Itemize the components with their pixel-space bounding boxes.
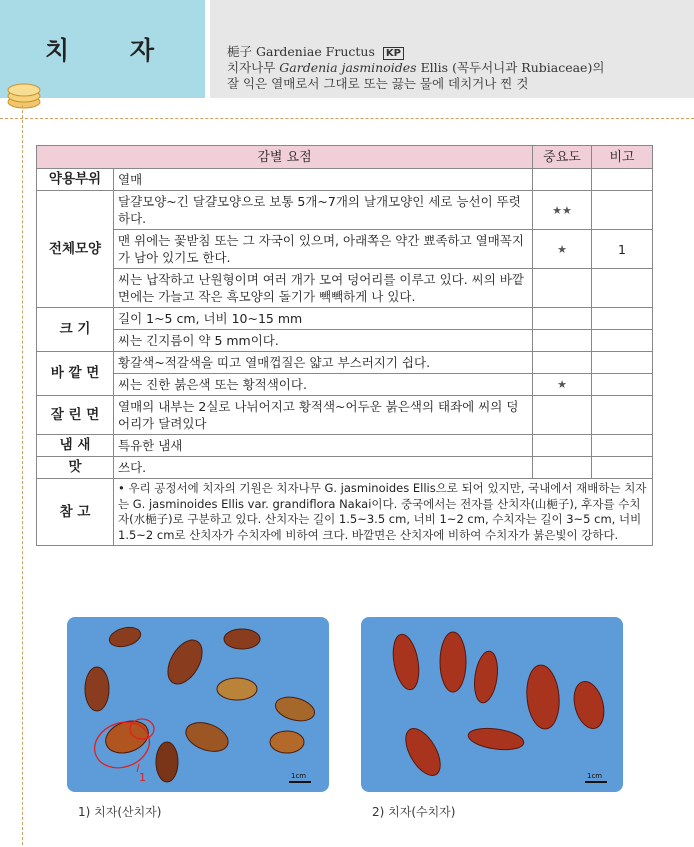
caption-right: 2) 치자(수치자) [372, 805, 456, 819]
row-label-smell: 냄 새 [37, 435, 114, 457]
species-name: Gardenia jasminoides [279, 60, 417, 75]
table-row [37, 269, 653, 308]
header-dashed-line [0, 118, 694, 119]
cut-text: 열매의 내부는 2실로 나뉘어지고 황적색~어두운 붉은색의 태좌에 씨의 덩어리가 달려있다 [114, 396, 533, 435]
table-row [37, 330, 653, 352]
table-row [37, 230, 653, 269]
kp-badge: KP [383, 47, 404, 60]
identification-table [36, 145, 653, 546]
scale-bar-label: 1cm [291, 772, 307, 780]
size-text-1: 길이 1~5 cm, 너비 10~15 mm [114, 308, 533, 330]
origin-description: 잘 익은 열매로서 그대로 또는 끓는 물에 데치거나 찐 것 [227, 76, 529, 91]
table-row [37, 374, 653, 396]
table-row [37, 191, 653, 230]
table-row [37, 396, 653, 435]
marker-label: 1 [139, 771, 146, 784]
table-row [37, 479, 653, 546]
caption-left: 1) 치자(산치자) [78, 805, 162, 819]
header-main: 감별 요점 [37, 146, 533, 169]
table-header-row [37, 146, 653, 169]
row-label-size: 크 기 [37, 308, 114, 352]
row-label-part: 약용부위 [37, 169, 114, 191]
importance-stars: ★ [533, 374, 592, 396]
shape-text-3: 씨는 납작하고 난원형이며 여러 개가 모여 덩어리를 이루고 있다. 씨의 바깥면에는 가늘고 작은 흑모양의 돌기가 빽빽하게 나 있다. [114, 269, 533, 308]
importance-stars: ★ [533, 230, 592, 269]
shape-text-2: 맨 위에는 꽃받침 또는 그 자국이 있으며, 아래쪽은 약간 뾰족하고 열매꼭지가 남아 있기도 한다. [114, 230, 533, 269]
photo-sanchija [67, 617, 329, 792]
header-importance: 중요도 [533, 146, 592, 169]
row-label-outer: 바 깥 면 [37, 352, 114, 396]
photo-suchija [361, 617, 623, 792]
outer-text-2: 씨는 진한 붉은색 또는 황적색이다. [114, 374, 533, 396]
row-label-reference: 참 고 [37, 479, 114, 546]
fruit-illustration [67, 617, 329, 792]
fruit-illustration [361, 617, 623, 792]
smell-text: 특유한 냄새 [114, 435, 533, 457]
note-ref: 1 [592, 230, 653, 269]
table-row [37, 352, 653, 374]
shape-text-1: 달걀모양~긴 달걀모양으로 보통 5개~7개의 날개모양인 세로 능선이 뚜렷하다. [114, 191, 533, 230]
outer-text-1: 황갈색~적갈색을 띠고 열매껍질은 얇고 부스러지기 쉽다. [114, 352, 533, 374]
size-text-2: 씨는 긴지름이 약 5 mm이다. [114, 330, 533, 352]
importance-stars: ★★ [533, 191, 592, 230]
hanja-name: 梔子 [227, 44, 253, 59]
row-label-cut: 잘 린 면 [37, 396, 114, 435]
page-title: 치 자 [44, 36, 180, 65]
family-name: Ellis (꼭두서니과 Rubiaceae)의 [420, 60, 605, 75]
reference-text: • 우리 공정서에 치자의 기원은 치자나무 G. jasminoides Ellis으로 되어 있지만, 국내에서 재배하는 치자는 G. jasminoides Ellis var. grandiflora Nakai이다. 중국에서는 전자를 산치자(山梔子), 후자를 수치자(水梔子)로 구분하고 있다. 산치자는 길이 1.5~3.5 cm, 너비 1~2 cm, 수치자는 길이 3~5 cm, 너비 1.5~2 cm로 산치자가 수치자에 비하여 크다. 바깥면은 산치자에 비하여 수치자가 붉은빛이 강하다. [114, 479, 653, 546]
margin-dashed-line [22, 105, 23, 845]
taste-text: 쓰다. [114, 457, 533, 479]
table-row [37, 308, 653, 330]
table-row [37, 457, 653, 479]
table-row [37, 169, 653, 191]
origin-plant: 치자나무 [227, 60, 276, 75]
coins-icon [4, 80, 44, 110]
part-text: 열매 [114, 169, 533, 191]
scale-bar-label: 1cm [587, 772, 603, 780]
row-label-shape: 전체모양 [37, 191, 114, 308]
header-description [227, 44, 687, 92]
latin-name: Gardeniae Fructus [256, 44, 375, 59]
table-row [37, 435, 653, 457]
row-label-taste: 맛 [37, 457, 114, 479]
header-note: 비고 [592, 146, 653, 169]
